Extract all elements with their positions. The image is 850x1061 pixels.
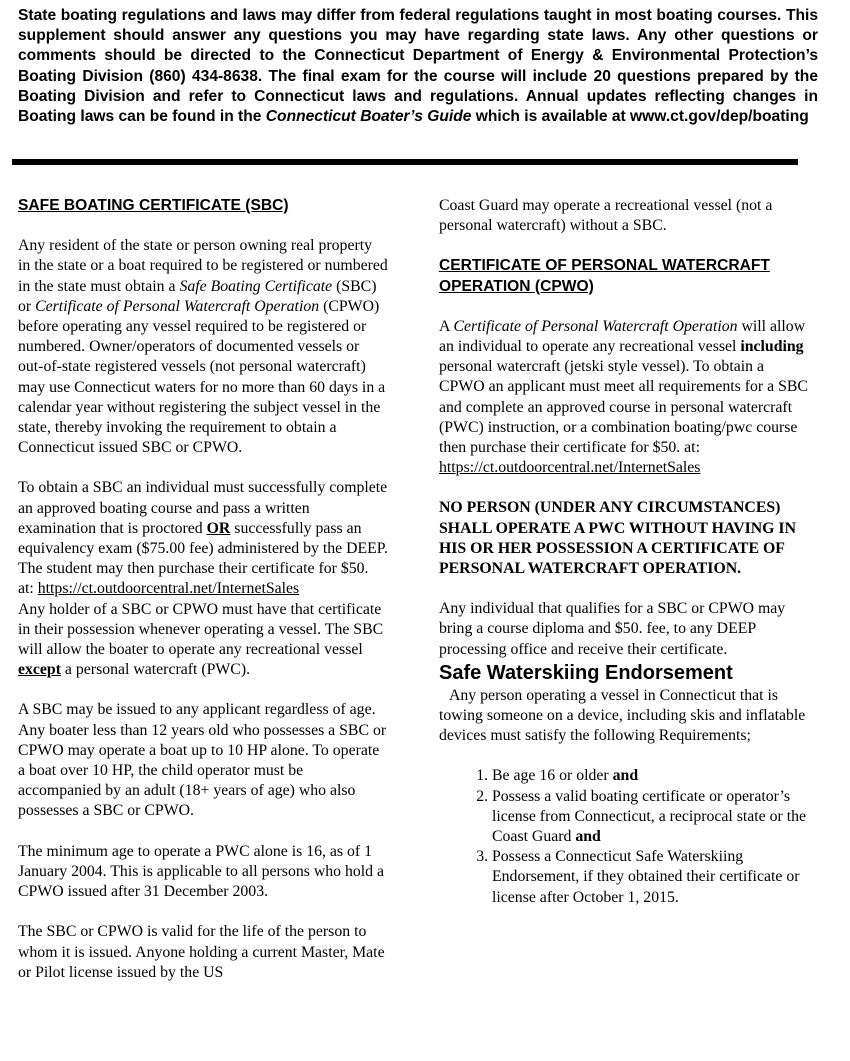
sbc-paragraph-5: The minimum age to operate a PWC alone is 16, as of 1 January 2004. This is applicable to all persons who hold a CPWO issued after 31 December 2003. [18, 842, 385, 901]
purchase-link[interactable]: https://ct.outdoorcentral.net/InternetSales [439, 459, 701, 477]
sbc-paragraph-3: Any holder of a SBC or CPWO must have that certificate in their possession whenever operating a vessel. The SBC will allow the boater to operate any recreational vessel except a personal watercraft (PWC). [18, 600, 384, 679]
cpwo-paragraph-1: A Certificate of Personal Watercraft Operation will allow an individual to operate any recreational vessel including personal watercraft (jetski style vessel). To obtain a CPWO an applicant must meet all requirements for a SBC and complete an approved course in personal watercraft (PWC) instruction, or a combination boating/pwc course then purchase their certificate for $50. at: https://ct.outdoorcentral.net/InternetSales [439, 317, 808, 477]
cpwo-heading: CERTIFICATE OF PERSONAL WATERCRAFT OPERATION (CPWO) [439, 257, 770, 295]
cpwo-paragraph-2: Any individual that qualifies for a SBC or CPWO may bring a course diploma and $50. fee, to any DEEP processing office and receive their certificate. [439, 600, 786, 658]
pwc-warning: NO PERSON (UNDER ANY CIRCUMSTANCES) SHALL OPERATE A PWC WITHOUT HAVING IN HIS OR HER POSSESSION A CERTIFICATE OF PERSONAL WATERCRAFT OPERATION. [439, 499, 796, 578]
list-item: 3. Possess a Connecticut Safe Waterskiing Endorsement, if they obtained their certificate or license after October 1, 2015. [492, 847, 811, 908]
sbc-paragraph-6-continued: Coast Guard may operate a recreational vessel (not a personal watercraft) without a SBC. [439, 197, 773, 235]
cpwo-term: Certificate of Personal Watercraft Operation [35, 297, 320, 315]
right-column [439, 196, 811, 908]
waterski-intro: Any person operating a vessel in Connecticut that is towing someone on a device, including skis and inflatable devices must satisfy the following Requirements; [439, 686, 806, 745]
intro-paragraph [18, 6, 818, 127]
left-column [18, 196, 388, 983]
except-emphasis: except [18, 661, 61, 679]
guide-title: Connecticut Boater’s Guide [265, 108, 472, 126]
list-item: 2. Possess a valid boating certificate or operator’s license from Connecticut, a reciprocal state or the Coast Guard and [492, 787, 811, 848]
intro-text-end: which is available at www.ct.gov/dep/boating [471, 108, 809, 126]
including-emphasis: including [740, 338, 804, 356]
cpwo-term: Certificate of Personal Watercraft Operation [453, 317, 738, 335]
purchase-link[interactable]: https://ct.outdoorcentral.net/InternetSales [37, 580, 300, 598]
requirements-list [439, 766, 811, 907]
sbc-paragraph-2: To obtain a SBC an individual must successfully complete an approved boating course and pass a written examination that is proctored OR successfully pass an equivalency exam ($75.00 fee) administered by the DEEP. The student may then purchase their certificate for $50. at: https://ct.outdoorcentral.net/InternetSales [18, 479, 388, 598]
sbc-paragraph-4: A SBC may be issued to any applicant regardless of age. Any boater less than 12 years old who possesses a SBC or CPWO may operate a boat up to 10 HP alone. To operate a boat over 10 HP, the child operator must be accompanied by an adult (18+ years of age) who also possesses a SBC or CPWO. [18, 701, 387, 820]
waterski-heading: Safe Waterskiing Endorsement [439, 661, 733, 684]
sbc-paragraph-1: Any resident of the state or person owning real property in the state or a boat required to be registered or numbered in the state must obtain a Safe Boating Certificate (SBC) or Certificate of Personal Watercraft Operation (CPWO) before operating any vessel required to be registered or numbered. Owner/operators of documented vessels or out-of-state registered vessels (not personal watercraft) may use Connecticut waters for no more than 60 days in a calendar year without registering the subject vessel in the state, thereby invoking the requirement to obtain a Connecticut issued SBC or CPWO. [18, 237, 388, 457]
section-divider [12, 159, 798, 165]
list-item: 1. Be age 16 or older and [492, 766, 811, 786]
or-emphasis: OR [206, 519, 231, 537]
sbc-paragraph-6: The SBC or CPWO is valid for the life of the person to whom it is issued. Anyone holding a current Master, Mate or Pilot license issued by the US [18, 923, 385, 981]
sbc-term: Safe Boating Certificate [179, 277, 333, 295]
intro-text: State boating regulations and laws may differ from federal regulations taught in most boating courses. This supplement should answer any questions you may have regarding state laws. Any other questions or comments should be directed to the Connecticut Department of Energy & Environmental Protection’s Boating Division (860) 434-8638. The final exam for the course will include 20 questions prepared by the Boating Division and refer to Connecticut laws and regulations. Annual updates reflecting changes in Boating laws can be found in the [18, 7, 818, 126]
sbc-heading: SAFE BOATING CERTIFICATE (SBC) [18, 197, 289, 214]
